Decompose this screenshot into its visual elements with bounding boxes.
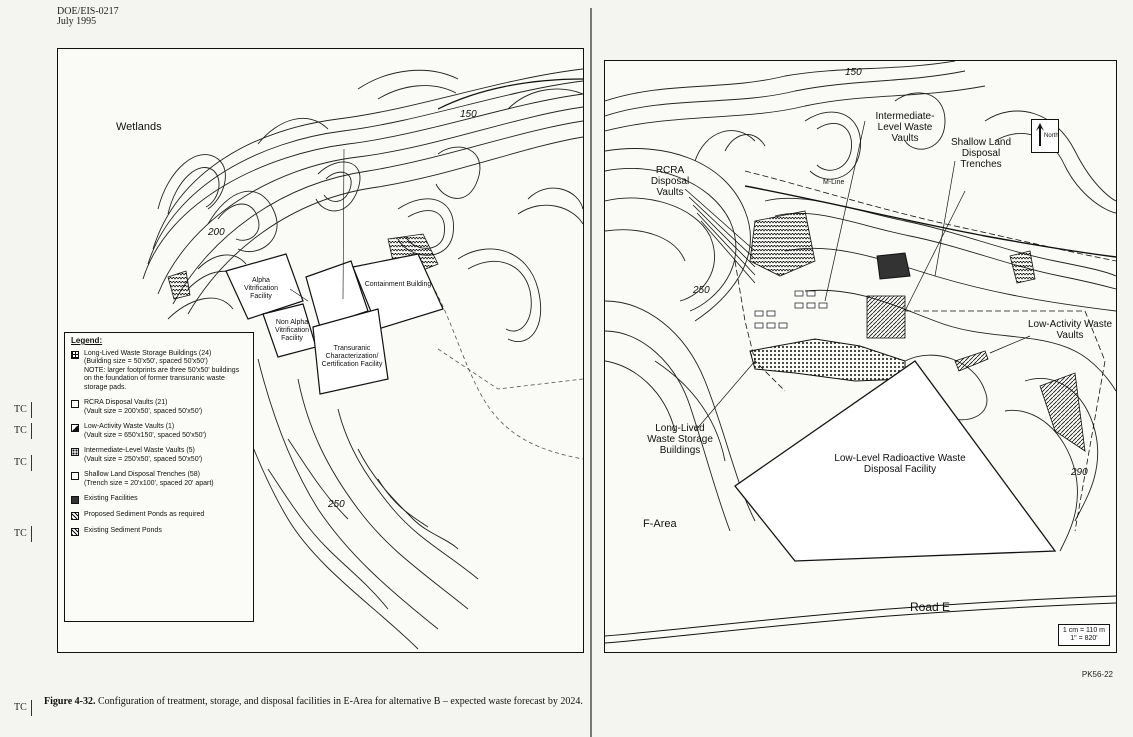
contour-label-250: 250 — [693, 285, 710, 296]
margin-mark-tc: TC — [14, 455, 32, 471]
north-label: North — [1044, 133, 1059, 139]
legend-item — [71, 495, 247, 504]
grid-icon — [71, 351, 79, 359]
label-rcra-vaults: RCRA Disposal Vaults — [650, 165, 690, 198]
square-icon — [71, 472, 79, 480]
margin-mark-tc: TC — [14, 700, 32, 716]
header-date: July 1995 — [57, 16, 97, 27]
figure-id: PK56-22 — [1081, 670, 1113, 679]
legend-item-label: Long-Lived Waste Storage Buildings (24) — [84, 349, 212, 357]
contour-label-290: 290 — [1071, 467, 1088, 478]
legend-item — [71, 399, 247, 416]
contour-label-150: 150 — [460, 109, 477, 120]
scale-line-1: 1 cm = 110 m — [1062, 627, 1105, 634]
legend-item-detail: (Vault size = 200'x50', spaced 50'x50') — [84, 407, 203, 415]
legend-item — [71, 423, 247, 440]
legend-item-label: Existing Sediment Ponds — [84, 527, 162, 534]
legend-item-detail: (Vault size = 250'x50', spaced 50'x50') — [84, 455, 203, 463]
label-intermediate-vaults: Intermediate-Level Waste Vaults — [875, 111, 935, 144]
right-map-panel — [604, 60, 1117, 653]
legend-item-label: Existing Facilities — [84, 495, 138, 502]
label-wetlands: Wetlands — [116, 121, 162, 133]
label-shallow-trenches: Shallow Land Disposal Trenches — [950, 137, 1012, 170]
label-low-activity-vaults: Low-Activity Waste Vaults — [1027, 319, 1113, 341]
label-llrw-facility: Low-Level Radioactive Waste Disposal Facility — [834, 453, 966, 475]
cross-hatch-icon — [71, 528, 79, 536]
legend-item — [71, 471, 247, 488]
page-gutter — [590, 8, 592, 737]
label-long-lived-storage: Long-Lived Waste Storage Buildings — [647, 423, 713, 456]
legend-item-detail: (Trench size = 20'x100', spaced 20' apart) — [84, 479, 214, 487]
label-m-line: M-Line — [823, 179, 845, 186]
scale-box — [1058, 624, 1110, 646]
contour-label-250: 250 — [328, 499, 345, 510]
scale-line-2: 1" = 820' — [1070, 635, 1098, 642]
legend-item-label: Intermediate-Level Waste Vaults (5) — [84, 447, 195, 454]
left-map-panel — [57, 48, 584, 653]
label-alpha-vitrification: Alpha Vitrification Facility — [243, 277, 279, 300]
legend-item — [71, 511, 247, 520]
label-non-alpha-vitrification: Non Alpha Vitrification Facility — [274, 319, 310, 342]
label-f-area: F-Area — [643, 518, 677, 530]
legend-item-note: NOTE: larger footprints are three 50'x50' buildings on the foundation of former transuranic waste storage pads. — [84, 366, 240, 391]
legend-item-label: RCRA Disposal Vaults (21) — [84, 399, 168, 406]
map-legend — [64, 332, 254, 622]
contour-label-150: 150 — [845, 67, 862, 78]
dotted-square-icon — [71, 448, 79, 456]
legend-item — [71, 350, 247, 393]
legend-item-label: Shallow Land Disposal Trenches (58) — [84, 471, 200, 478]
margin-mark-tc: TC — [14, 423, 32, 439]
solid-square-icon — [71, 496, 79, 504]
caption-label: Figure 4-32. — [44, 696, 96, 707]
legend-item-detail: (Vault size = 650'x150', spaced 50'x50') — [84, 431, 207, 439]
contour-label-200: 200 — [208, 227, 225, 238]
legend-item — [71, 447, 247, 464]
triangle-icon — [71, 424, 79, 432]
label-containment-building: Containment Building — [364, 281, 432, 288]
figure-caption — [44, 696, 704, 708]
legend-item-label: Low-Activity Waste Vaults (1) — [84, 423, 175, 430]
label-transuranic-facility: Transuranic Characterization/ Certification Facility — [321, 345, 383, 368]
legend-title: Legend: — [71, 336, 103, 345]
caption-text: Configuration of treatment, storage, and disposal facilities in E-Area for alternative B – expected waste forecast by 2024. — [97, 696, 583, 707]
margin-mark-tc: TC — [14, 526, 32, 542]
legend-item-label: Proposed Sediment Ponds as required — [84, 511, 205, 518]
legend-item-detail: (Building size = 50'x50', spaced 50'x50') — [84, 358, 208, 365]
label-road-e: Road E — [910, 600, 951, 614]
square-icon — [71, 400, 79, 408]
north-arrow — [1031, 119, 1059, 153]
header-doc-id: DOE/EIS-0217 — [57, 6, 119, 17]
margin-mark-tc: TC — [14, 402, 32, 418]
legend-item — [71, 527, 247, 536]
wave-icon — [71, 512, 79, 520]
